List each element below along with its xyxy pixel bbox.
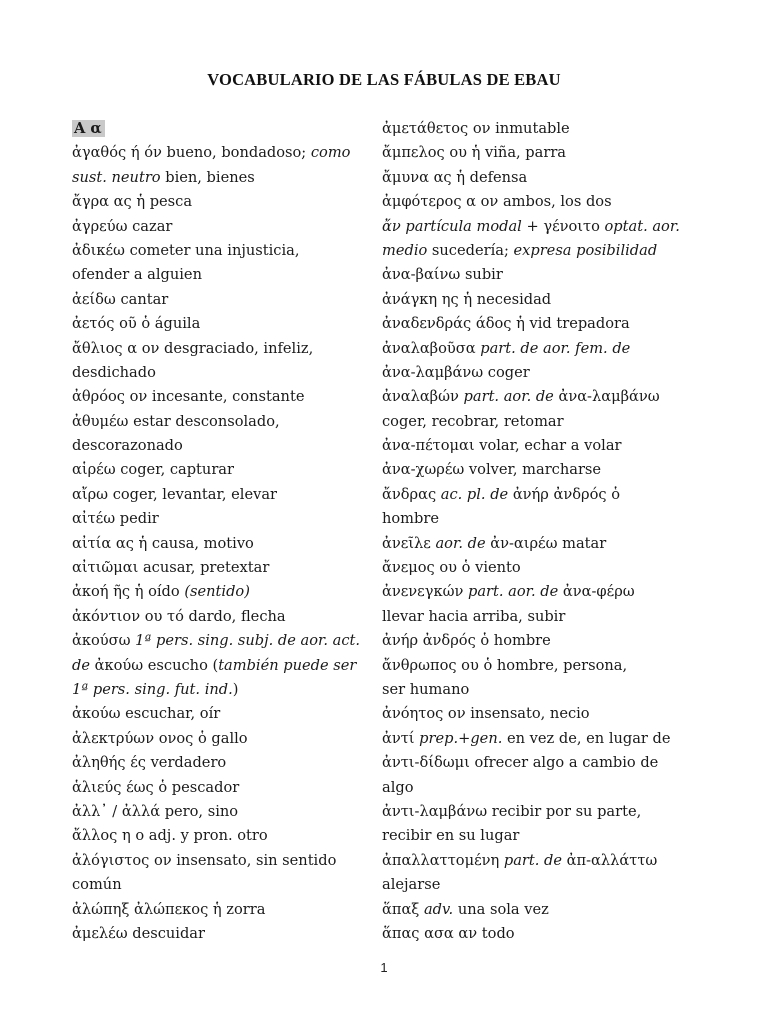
entry-text: hombre	[382, 510, 439, 528]
vocab-line	[72, 751, 372, 775]
vocab-line	[72, 580, 372, 604]
vocab-line	[382, 263, 702, 287]
vocab-line	[382, 824, 702, 848]
entry-text: ἀδικέω cometer una injusticia,	[72, 241, 300, 259]
entry-text: ἀνα-βαίνω subir	[382, 266, 503, 284]
entry-text: común	[72, 876, 122, 894]
vocab-line	[72, 824, 372, 848]
entry-text: αἰτέω pedir	[72, 510, 159, 528]
vocab-line	[382, 873, 702, 897]
entry-text: ἀνα-λαμβάνω	[553, 388, 660, 406]
entry-text: ἀθυμέω estar desconsolado,	[72, 412, 280, 430]
vocab-line	[72, 166, 372, 190]
entry-text: ἀθρόος ον incesante, constante	[72, 388, 305, 406]
vocab-line	[72, 507, 372, 531]
entry-text: ἀνήρ ἀνδρός ὁ hombre	[382, 632, 551, 650]
vocab-line	[382, 239, 702, 263]
entry-text: ἀνα-πέτομαι volar, echar a volar	[382, 437, 622, 455]
entry-text: ἄμυνα ας ἡ defensa	[382, 168, 528, 186]
entry-text: en vez de, en lugar de	[502, 729, 671, 747]
vocab-line	[382, 166, 702, 190]
entry-text: ἄνθρωπος ου ὁ hombre, persona,	[382, 656, 628, 674]
vocab-line	[382, 288, 702, 312]
entry-text: ἀνα-λαμβάνω coger	[382, 363, 530, 381]
entry-text: ἀλώπηξ ἀλώπεκος ἡ zorra	[72, 900, 266, 918]
entry-text: ἀλόγιστος ον insensato, sin sentido	[72, 851, 337, 869]
vocab-line	[382, 507, 702, 531]
entry-text: ἀκούσω	[72, 632, 136, 650]
entry-text: sucedería;	[427, 241, 514, 259]
vocab-line	[382, 434, 702, 458]
vocab-line	[382, 190, 702, 214]
vocab-line	[382, 337, 702, 361]
entry-text: ἀνήρ ἀνδρός ὁ	[508, 485, 620, 503]
entry-text: ἄγρα ας ἡ pesca	[72, 193, 193, 211]
vocab-line	[72, 239, 372, 263]
grammar-note: aor. de	[435, 534, 486, 552]
entry-text: ἀνόητος ον insensato, necio	[382, 705, 590, 723]
entry-text: ἀκούω escucho (	[89, 656, 219, 674]
vocab-line	[72, 410, 372, 434]
entry-text: + γένοιτο	[521, 217, 605, 235]
entry-text: ofender a alguien	[72, 266, 202, 284]
grammar-note: (sentido)	[184, 583, 250, 601]
vocab-line	[72, 434, 372, 458]
entry-text: una sola vez	[453, 900, 549, 918]
entry-text: ἀλεκτρύων ονος ὁ gallo	[72, 729, 248, 747]
vocab-line	[382, 141, 702, 165]
vocab-line	[72, 532, 372, 556]
entry-text: ἄθλιος α ον desgraciado, infeliz,	[72, 339, 314, 357]
vocab-line	[382, 312, 702, 336]
entry-text: ἀντί	[382, 729, 420, 747]
grammar-note: adv.	[423, 900, 454, 918]
vocab-line	[72, 385, 372, 409]
vocab-line	[72, 873, 372, 897]
vocab-line	[382, 629, 702, 653]
vocab-line	[72, 556, 372, 580]
entry-text: αἰτιῶμαι acusar, pretextar	[72, 559, 270, 577]
grammar-note: como	[310, 144, 351, 162]
grammar-note: 1ª pers. sing. subj. de aor. act.	[135, 632, 361, 650]
entry-text: algo	[382, 778, 414, 796]
vocab-line	[382, 483, 702, 507]
vocab-line	[72, 312, 372, 336]
vocab-line	[72, 605, 372, 629]
grammar-note: medio	[382, 241, 428, 259]
vocab-line	[72, 458, 372, 482]
entry-text: ἅπας ασα αν todo	[382, 924, 515, 942]
grammar-note: prep.+gen.	[419, 729, 503, 747]
entry-text: ἀντι-λαμβάνω recibir por su parte,	[382, 802, 642, 820]
entry-text: ἀκόντιον ου τό dardo, flecha	[72, 607, 286, 625]
vocab-line	[72, 263, 372, 287]
vocab-line	[72, 800, 372, 824]
vocab-line	[72, 922, 372, 946]
grammar-note: part. de aor. fem. de	[480, 339, 631, 357]
left-column	[72, 117, 372, 946]
vocab-line	[72, 654, 372, 678]
vocab-line	[382, 361, 702, 385]
vocab-line	[72, 215, 372, 239]
grammar-note: de	[72, 656, 90, 674]
entry-text: ἀνα-φέρω	[558, 583, 635, 601]
page-number: 1	[380, 960, 388, 975]
vocab-line	[382, 727, 702, 751]
vocab-line	[72, 337, 372, 361]
entry-text: ἀκοή ῆς ἡ oído	[72, 583, 185, 601]
entry-text: ser humano	[382, 680, 470, 698]
entry-text: ἀντι-δίδωμι ofrecer algo a cambio de	[382, 754, 659, 772]
entry-text: ἀναδενδράς άδος ἡ vid trepadora	[382, 315, 630, 333]
entry-text: αἱρέω coger, capturar	[72, 461, 234, 479]
entry-text: ἀνα-χωρέω volver, marcharse	[382, 461, 602, 479]
vocab-line	[72, 361, 372, 385]
entry-text: llevar hacia arriba, subir	[382, 607, 566, 625]
grammar-note: sust. neutro	[72, 168, 161, 186]
grammar-note: part. aor. de	[463, 388, 554, 406]
entry-text: ἀκούω escuchar, oír	[72, 705, 221, 723]
grammar-note: ac. pl. de	[440, 485, 509, 503]
entry-text: αἴρω coger, levantar, elevar	[72, 485, 278, 503]
vocab-line	[72, 141, 372, 165]
entry-text: ἄνεμος ου ὁ viento	[382, 559, 521, 577]
vocab-line	[72, 727, 372, 751]
entry-text: ἅπαξ	[382, 900, 424, 918]
entry-text: ἀλλ᾽ / ἀλλά pero, sino	[72, 802, 239, 820]
vocab-line	[382, 458, 702, 482]
vocab-line	[382, 117, 702, 141]
entry-text: coger, recobrar, retomar	[382, 412, 564, 430]
vocab-line	[382, 898, 702, 922]
grammar-note: optat. aor.	[604, 217, 680, 235]
vocab-line	[382, 678, 702, 702]
grammar-note: 1ª pers. sing. fut. ind.	[72, 680, 233, 698]
grammar-note: expresa posibilidad	[513, 241, 658, 259]
entry-text: recibir en su lugar	[382, 827, 520, 845]
entry-text: ἀείδω cantar	[72, 290, 169, 308]
entry-text: desdichado	[72, 363, 156, 381]
vocab-line	[382, 410, 702, 434]
right-column	[382, 117, 702, 946]
vocab-line	[72, 288, 372, 312]
entry-text: ἀληθής ές verdadero	[72, 754, 227, 772]
vocab-line	[382, 702, 702, 726]
vocab-line	[72, 776, 372, 800]
vocab-line	[72, 678, 372, 702]
entry-text: )	[232, 680, 239, 698]
entry-text: descorazonado	[72, 437, 183, 455]
vocab-line	[382, 849, 702, 873]
vocab-line	[382, 800, 702, 824]
entry-text: ἀετός οῦ ὁ águila	[72, 315, 201, 333]
entry-text: ἄμπελος ου ἡ viña, parra	[382, 144, 567, 162]
entry-text: ἀνενεγκών	[382, 583, 468, 601]
vocab-line	[382, 776, 702, 800]
grammar-note: part. aor. de	[467, 583, 559, 601]
vocab-line	[382, 580, 702, 604]
vocab-line	[382, 751, 702, 775]
vocab-line	[382, 215, 702, 239]
grammar-note: también puede ser	[218, 656, 357, 674]
entry-text: ἀν-αιρέω matar	[485, 534, 607, 552]
entry-text: bien, bienes	[160, 168, 255, 186]
vocab-line	[72, 898, 372, 922]
entry-text: ἄλλος η ο adj. y pron. otro	[72, 827, 268, 845]
entry-text: ἀμελέω descuidar	[72, 924, 205, 942]
vocab-line	[382, 922, 702, 946]
grammar-note: part. de	[503, 851, 563, 869]
entry-text: ἀνάγκη ης ἡ necesidad	[382, 290, 552, 308]
vocab-line	[382, 654, 702, 678]
entry-text: ἀναλαβοῦσα	[382, 339, 481, 357]
entry-text: αἰτία ας ἡ causa, motivo	[72, 534, 254, 552]
vocab-line	[72, 849, 372, 873]
entry-text: ἀνεῖλε	[382, 534, 436, 552]
vocab-line	[72, 483, 372, 507]
entry-text: ἀπ-αλλάττω	[562, 851, 658, 869]
entry-text: ἀπαλλαττομένη	[382, 851, 504, 869]
vocab-line	[72, 117, 372, 141]
entry-text: alejarse	[382, 876, 441, 894]
entry-text: ἀμετάθετος ον inmutable	[382, 120, 570, 137]
entry-text: ἁλιεύς έως ὁ pescador	[72, 778, 240, 796]
vocab-line	[72, 190, 372, 214]
vocab-line	[382, 556, 702, 580]
vocab-line	[72, 629, 372, 653]
entry-text: ἀμφότερος α ον ambos, los dos	[382, 193, 612, 211]
grammar-note: ἄν partícula modal	[382, 217, 522, 235]
vocab-line	[382, 385, 702, 409]
vocab-line	[72, 702, 372, 726]
page-title: VOCABULARIO DE LAS FÁBULAS DE EBAU	[207, 70, 561, 89]
entry-text: ἀγαθός ή όν bueno, bondadoso;	[72, 144, 311, 162]
vocab-line	[382, 532, 702, 556]
entry-text: ἀγρεύω cazar	[72, 217, 173, 235]
section-letter-heading: Α α	[72, 120, 105, 137]
vocab-line	[382, 605, 702, 629]
entry-text: ἀναλαβών	[382, 388, 464, 406]
entry-text: ἄνδρας	[382, 485, 441, 503]
